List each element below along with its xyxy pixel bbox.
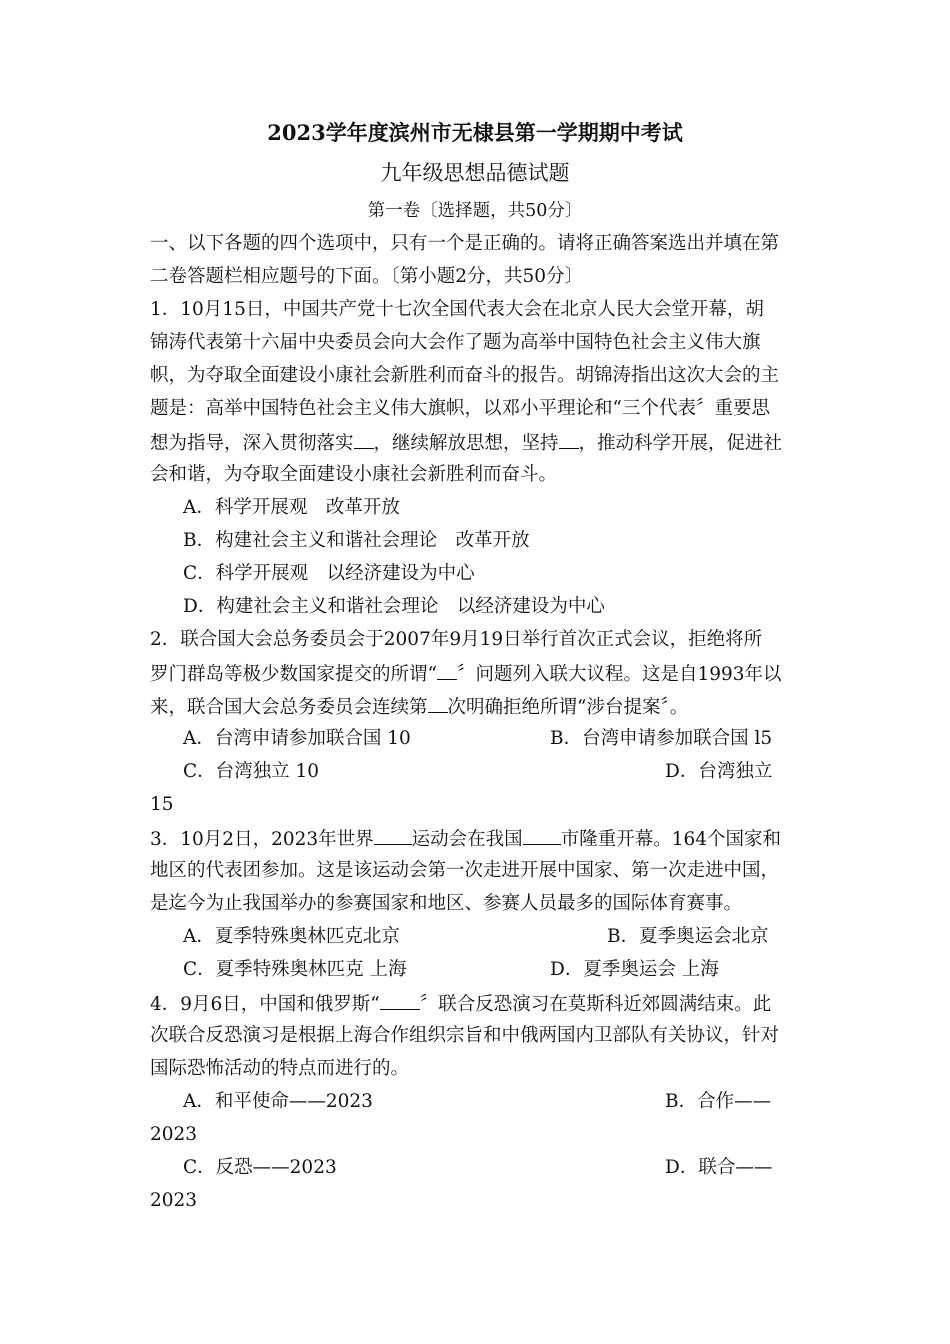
q4-option-a: A．和平使命——2023 bbox=[183, 1091, 373, 1112]
q3-line-3: 是迄今为止我国举办的参赛国家和地区、参赛人员最多的国际体育赛事。 bbox=[150, 893, 743, 914]
q3-line-1-part-1: 3．10月2日，2023年世界 bbox=[150, 829, 374, 850]
q3-option-a: A．夏季特殊奥林匹克北京 bbox=[183, 926, 400, 947]
q1-option-d: D．构建社会主义和谐社会理论 以经济建设为中心 bbox=[183, 596, 605, 617]
q2-line-1: 2．联合国大会总务委员会于2007年9月19日举行首次正式会议，拒绝将所 bbox=[150, 629, 763, 650]
q2-option-d: D．台湾独立 bbox=[665, 761, 773, 782]
q2-option-d-wrap: 15 bbox=[150, 794, 174, 815]
q1-option-c: C．科学开展观 以经济建设为中心 bbox=[183, 563, 475, 584]
q1-line-5 bbox=[150, 430, 810, 456]
exam-subtitle: 九年级思想品德试题 bbox=[380, 161, 570, 185]
q3-line-1-part-3: 市隆重开幕。164个国家和 bbox=[560, 829, 781, 850]
q3-line-1-part-2: 运动会在我国 bbox=[411, 829, 523, 850]
q2-blank-2 bbox=[428, 694, 448, 713]
q1-option-b: B．构建社会主义和谐社会理论 改革开放 bbox=[183, 530, 530, 551]
q2-option-a: A．台湾申请参加联合国 10 bbox=[183, 728, 411, 749]
q3-option-d: D．夏季奥运会 上海 bbox=[550, 959, 719, 980]
q3-line-1 bbox=[150, 826, 810, 852]
q3-option-c: C．夏季特殊奥林匹克 上海 bbox=[183, 959, 407, 980]
q4-line-1 bbox=[150, 991, 810, 1017]
q2-line-2-part-2: 〞问题列入联大议程。这是自1993年以 bbox=[456, 664, 782, 685]
q3-line-2: 地区的代表团参加。这是该运动会第一次走进开展中国家、第一次走进中国， bbox=[150, 860, 780, 881]
q4-line-2: 次联合反恐演习是根据上海合作组织宗旨和中俄两国内卫部队有关协议，针对 bbox=[150, 1025, 780, 1046]
q3-option-b: B．夏季奥运会北京 bbox=[607, 926, 769, 947]
q2-line-3-part-1: 来，联合国大会总务委员会连续第 bbox=[150, 697, 428, 718]
q1-line-3: 帜，为夺取全面建设小康社会新胜利而奋斗的报告。胡锦涛指出这次大会的主 bbox=[150, 365, 780, 386]
q2-line-2 bbox=[150, 661, 810, 687]
q2-blank-1 bbox=[437, 661, 457, 680]
q1-blank-2 bbox=[559, 430, 579, 449]
q3-blank-2 bbox=[523, 826, 561, 845]
instructions-line-2: 二卷答题栏相应题号的下面。〔第小题2分，共50分〕 bbox=[150, 266, 584, 287]
q1-line-5-part-3: ，推动科学开展，促进社 bbox=[578, 433, 783, 454]
q4-blank-1 bbox=[380, 991, 420, 1010]
q4-option-c: C．反恐——2023 bbox=[183, 1157, 337, 1178]
q4-option-b: B．合作—— bbox=[665, 1091, 772, 1112]
q1-option-a: A．科学开展观 改革开放 bbox=[183, 497, 400, 518]
q1-line-5-part-2: ，继续解放思想，坚持 bbox=[373, 433, 559, 454]
q3-blank-1 bbox=[374, 826, 412, 845]
q4-option-d-wrap: 2023 bbox=[150, 1190, 198, 1211]
q1-line-2: 锦涛代表第十六届中央委员会向大会作了题为高举中国特色社会主义伟大旗 bbox=[150, 332, 761, 353]
q2-option-b: B．台湾申请参加联合国 l5 bbox=[550, 728, 773, 749]
exam-title: 2023学年度滨州市无棣县第一学期期中考试 bbox=[267, 120, 683, 145]
q4-line-1-part-1: 4．9月6日，中国和俄罗斯“ bbox=[150, 994, 380, 1015]
q4-line-1-part-2: 〞联合反恐演习在莫斯科近郊圆满结束。此 bbox=[419, 994, 772, 1015]
q2-option-c: C．台湾独立 10 bbox=[183, 761, 320, 782]
instructions-line-1: 一、以下各题的四个选项中，只有一个是正确的。请将正确答案选出并填在第 bbox=[150, 233, 780, 254]
q4-line-3: 国际恐怖活动的特点而进行的。 bbox=[150, 1058, 410, 1079]
q1-line-6: 会和谐，为夺取全面建设小康社会新胜利而奋斗。 bbox=[150, 464, 558, 485]
q4-option-d: D．联合—— bbox=[665, 1157, 773, 1178]
q2-line-2-part-1: 罗门群岛等极少数国家提交的所谓“ bbox=[150, 664, 437, 685]
q1-line-5-part-1: 想为指导，深入贯彻落实 bbox=[150, 433, 354, 454]
q2-line-3 bbox=[150, 694, 810, 720]
q1-line-4: 题是：高举中国特色社会主义伟大旗帜，以邓小平理论和“三个代表〞重要思 bbox=[150, 398, 770, 419]
q4-option-b-wrap: 2023 bbox=[150, 1124, 198, 1145]
q1-line-1: 1．10月15日，中国共产党十七次全国代表大会在北京人民大会堂开幕，胡 bbox=[150, 299, 764, 320]
q1-blank-1 bbox=[354, 430, 374, 449]
q2-line-3-part-2: 次明确拒绝所谓“涉台提案〞。 bbox=[447, 697, 689, 718]
section-heading: 第一卷〔选择题，共50分〕 bbox=[367, 201, 583, 221]
